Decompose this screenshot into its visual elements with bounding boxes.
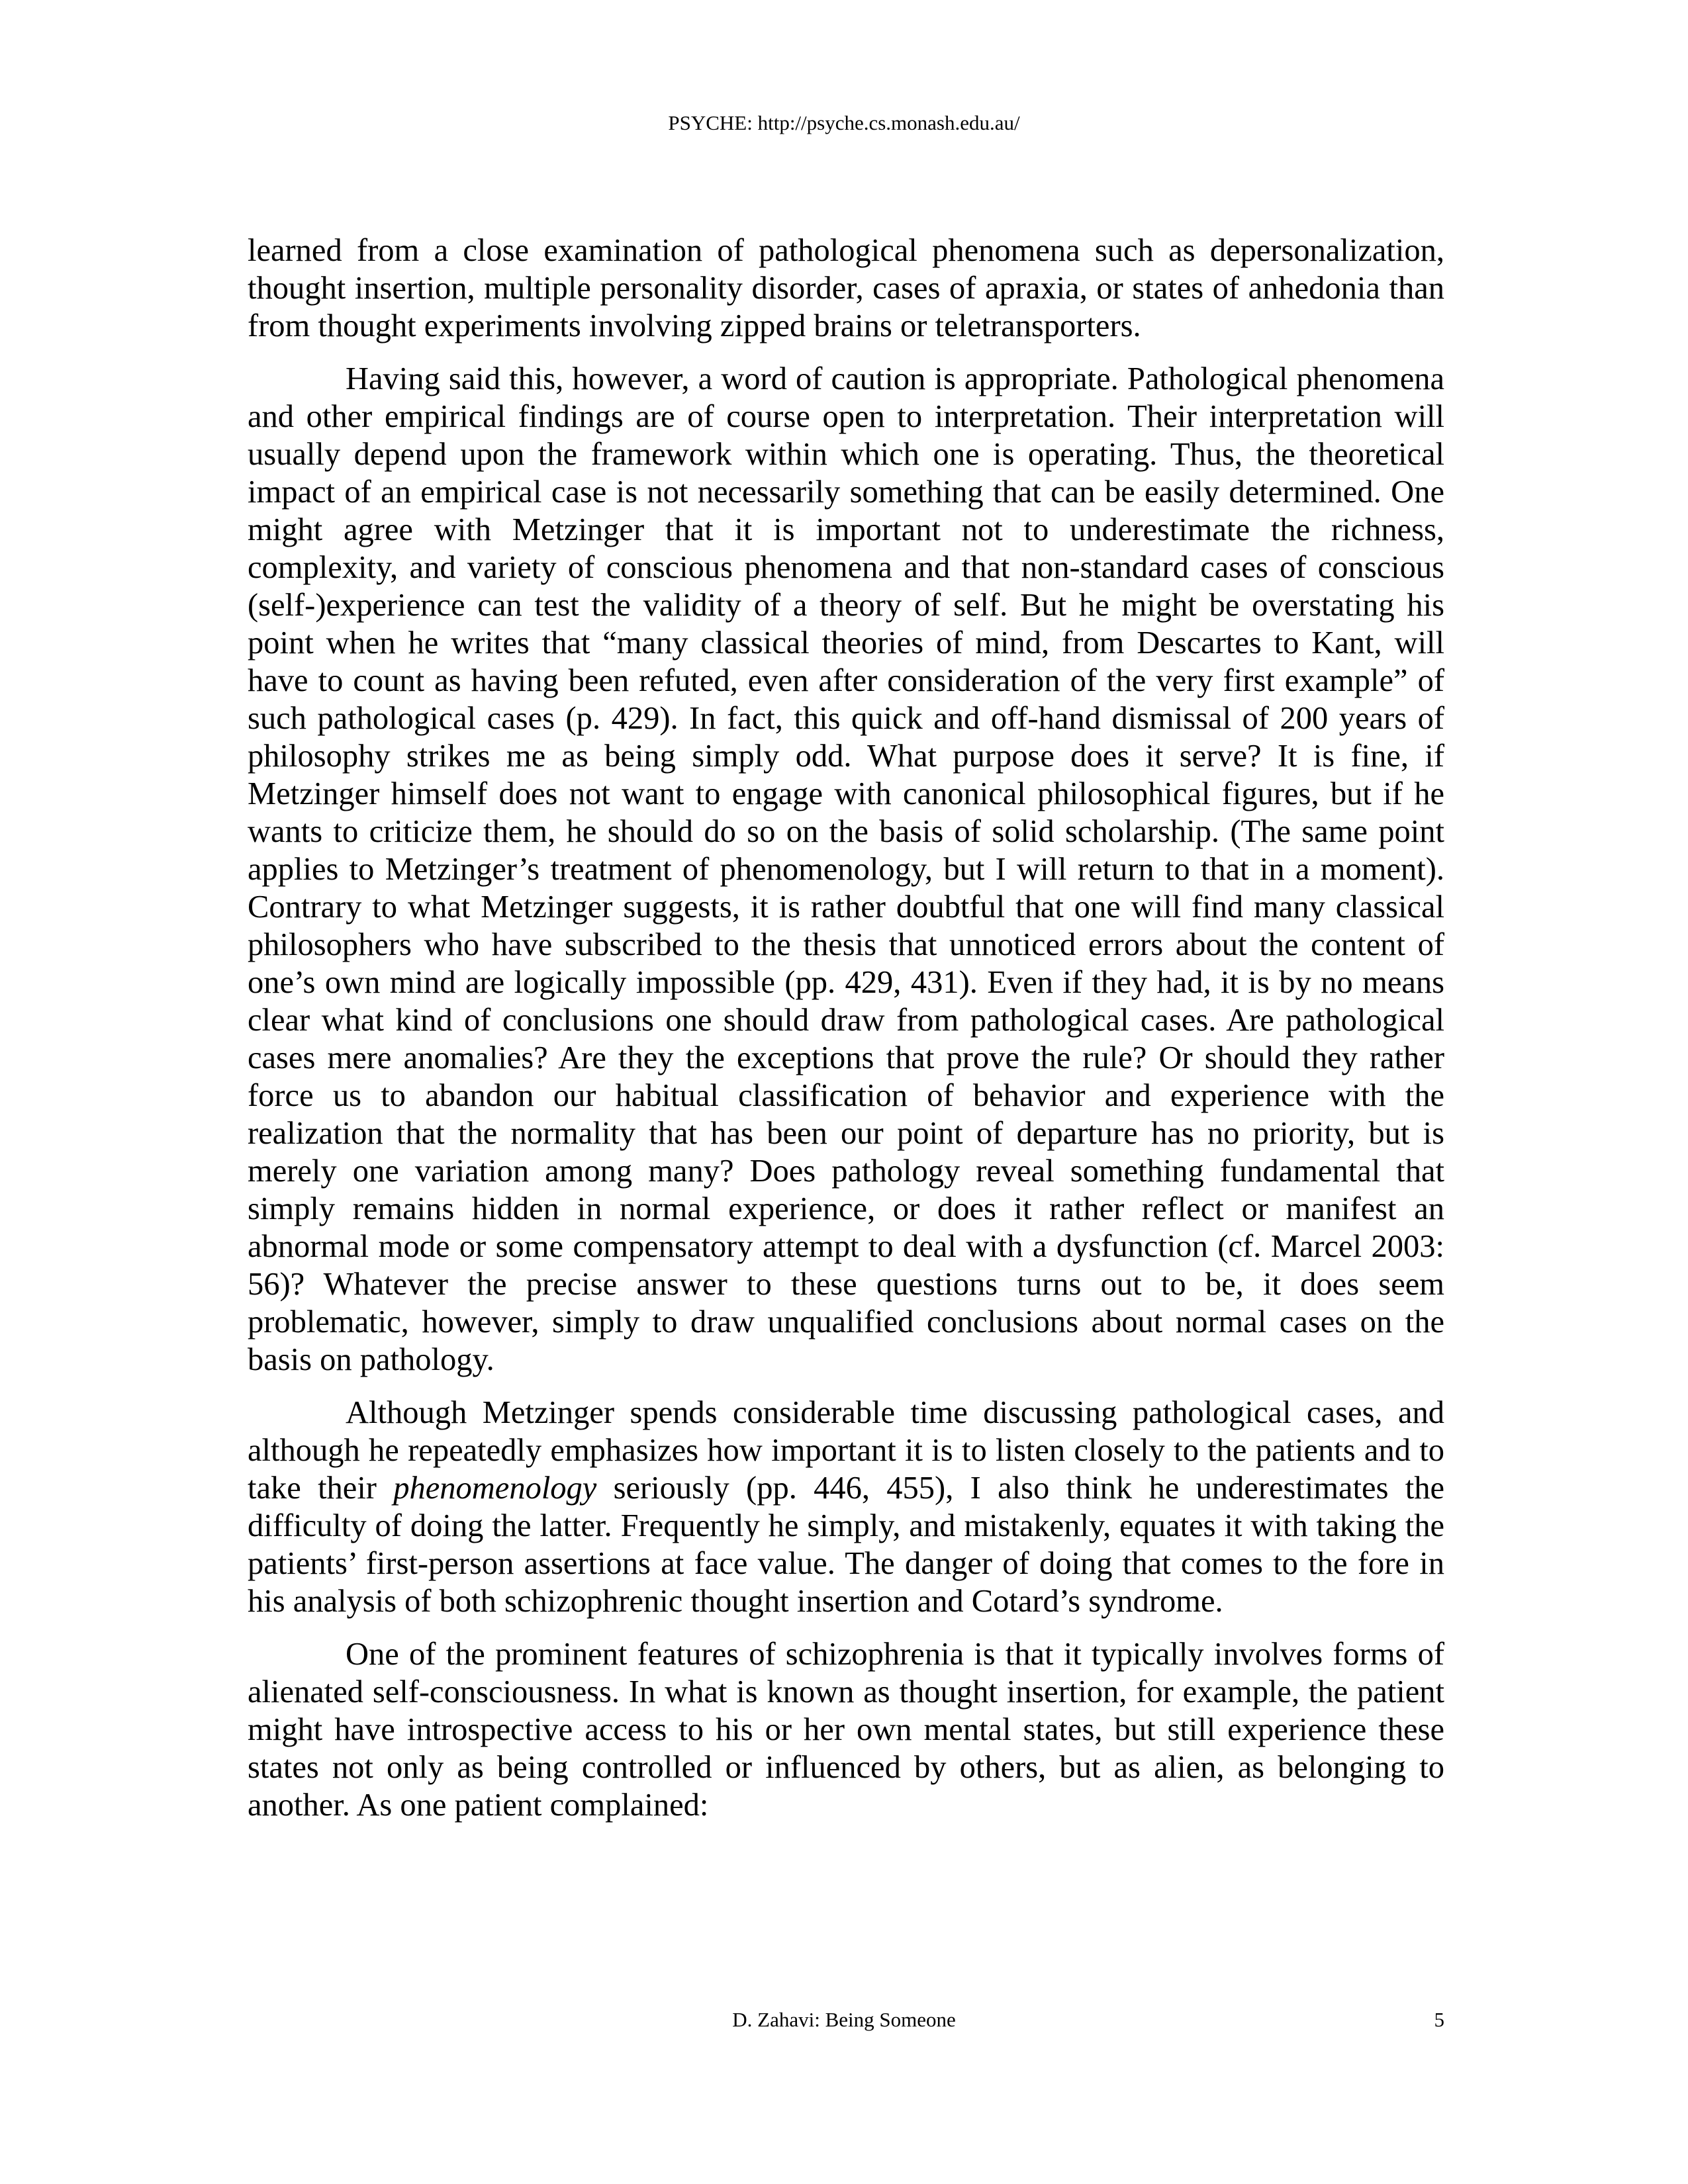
running-footer-title: D. Zahavi: Being Someone — [732, 2008, 956, 2031]
paragraph-schizophrenia: One of the prominent features of schizophrenia is that it typically involves forms of alienated self-consciousness. In what is known as thought insertion, for example, the patient might have introspective access to his or her own mental states, but still experience these states not only as being controlled or influenced by others, but as alien, as belonging to another. As one patient complained: — [248, 1637, 1444, 1823]
emphasized-term: phenomenology — [393, 1471, 597, 1506]
paragraph-text-after-emphasis: seriously (pp. 446, 455), I also think he underestimates the difficulty of doing the latter. Frequently he simply, and mistakenly, equates it with taking the patients’ first-person assertions at face value. The danger of doing that comes to the fore in his analysis of both schizophrenic thought insertion and Cotard’s syndrome. — [248, 1471, 1444, 1619]
article-body — [248, 232, 1444, 1839]
page-number: 5 — [1434, 2008, 1444, 2031]
running-header: PSYCHE: http://psyche.cs.monash.edu.au/ — [668, 111, 1020, 134]
paragraph-text-before-emphasis: Although Metzinger spends considerable time discussing pathological cases, and although he repeatedly emphasizes how important it is to listen closely to the patients and to take their — [248, 1395, 1444, 1506]
paragraph-continuation: learned from a close examination of pathological phenomena such as depersonalization, thought insertion, multiple personality disorder, cases of apraxia, or states of anhedonia than from thought experiments involving zipped brains or teletransporters. — [248, 233, 1444, 343]
paragraph-pathological-cases — [248, 1394, 1444, 1620]
paragraph-word-of-caution: Having said this, however, a word of caution is appropriate. Pathological phenomena and other empirical findings are of course open to interpretation. Their interpretation will usually depend upon the framework within which one is operating. Thus, the theoretical impact of an empirical case is not necessarily something that can be easily determined. One might agree with Metzinger that it is important not to underestimate the richness, complexity, and variety of conscious phenomena and that non-standard cases of conscious (self-)experience can test the validity of a theory of self. But he might be overstating his point when he writes that “many classical theories of mind, from Descartes to Kant, will have to count as having been refuted, even after consideration of the very first example” of such pathological cases (p. 429). In fact, this quick and off-hand dismissal of 200 years of philosophy strikes me as being simply odd. What purpose does it serve? It is fine, if Metzinger himself does not want to engage with canonical philosophical figures, but if he wants to criticize them, he should do so on the basis of solid scholarship. (The same point applies to Metzinger’s treatment of phenomenology, but I will return to that in a moment). Contrary to what Metzinger suggests, it is rather doubtful that one will find many classical philosophers who have subscribed to the thesis that unnoticed errors about the content of one’s own mind are logically impossible (pp. 429, 431). Even if they had, it is by no means clear what kind of conclusions one should draw from pathological cases. Are pathological cases mere anomalies? Are they the exceptions that prove the rule? Or should they rather force us to abandon our habitual classification of behavior and experience with the realization that the normality that has been our point of departure has no priority, but is merely one variation among many? Does pathology reveal something fundamental that simply remains hidden in normal experience, or does it rather reflect or manifest an abnormal mode or some compensatory attempt to deal with a dysfunction (cf. Marcel 2003: 56)? Whatever the precise answer to these questions turns out to be, it does seem problematic, however, simply to draw unqualified conclusions about normal cases on the basis on pathology. — [248, 361, 1444, 1377]
